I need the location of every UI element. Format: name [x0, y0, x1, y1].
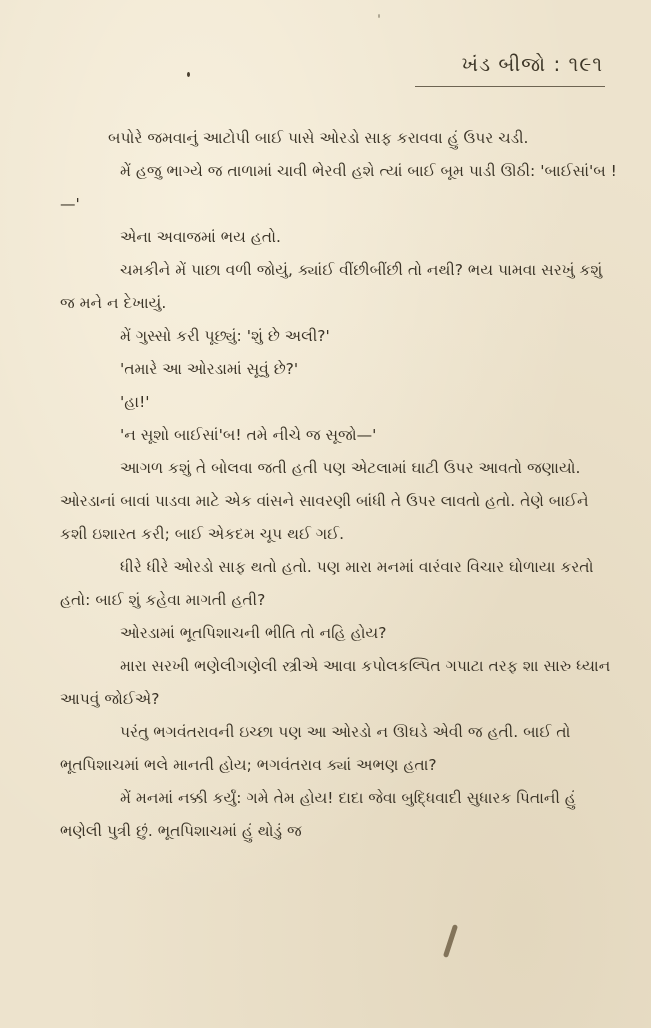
ink-speck — [187, 72, 190, 77]
paragraph: ઓરડામાં ભૂતપિશાચની ભીતિ તો નહિ હોય? — [120, 624, 387, 642]
paragraph: 'ન સૂશો બાઈસાં'બ! તમે નીચે જ સૂજો—' — [120, 426, 377, 444]
paragraph: બપોરે જમવાનું આટોપી બાઈ પાસે ઓરડો સાફ કરાવવા હું ઉપર ચડી. — [108, 129, 529, 147]
paragraph: મેં ગુસ્સો કરી પૂછ્યું: 'શું છે અલી?' — [120, 327, 330, 345]
paragraph: એના અવાજમાં ભય હતો. — [120, 228, 281, 246]
paragraph: 'હા!' — [120, 393, 150, 411]
paragraph: ચમકીને મેં પાછા વળી જોયું, ક્યાંઈ વીંછીબીંછી તો નથી? ભય પામવા સરખું કશું જ મને ન દેખાયું. — [60, 261, 603, 312]
paragraph: ધીરે ધીરે ઓરડો સાફ થતો હતો. પણ મારા મનમાં વારંવાર વિચાર ઘોળાયા કરતો હતો: બાઈ શું કહેવા માગતી હતી? — [60, 558, 594, 609]
paragraph: મારા સરખી ભણેલીગણેલી સ્ત્રીએ આવા કપોલકલ્પિત ગપાટા તરફ શા સારુ ધ્યાન આપવું જોઈએ? — [60, 657, 611, 708]
paragraph: મેં મનમાં નક્કી કર્યું: ગમે તેમ હોય! દાદા જેવા બુદ્ધિવાદી સુધારક પિતાની હું ભણેલી પુત્રી છું. ભૂતપિશાચમાં હું થોડું જ — [60, 789, 576, 840]
paragraph: મેં હજુ ભાગ્યે જ તાળામાં ચાવી ભેરવી હશે ત્યાં બાઈ બૂમ પાડી ઊઠી: 'બાઈસાં'બ !—' — [60, 162, 617, 213]
paragraph: પરંતુ ભગવંતરાવની ઇચ્છા પણ આ ઓરડો ન ઊઘડે એવી જ હતી. બાઈ તો ભૂતપિશાચમાં ભલે માનતી હોય; ભગવંતરાવ ક્યાં અભણ હતા? — [60, 723, 571, 774]
ink-mark — [443, 924, 458, 958]
running-header: ખંડ બીજો : ૧૯૧ — [461, 52, 603, 76]
ink-speck — [378, 14, 380, 18]
paragraph: 'તમારે આ ઓરડામાં સૂવું છે?' — [120, 360, 299, 378]
body-text — [60, 122, 620, 848]
paragraph: આગળ કશું તે બોલવા જતી હતી પણ એટલામાં ઘાટી ઉપર આવતો જણાયો. ઓરડાનાં બાવાં પાડવા માટે એક વાંસને સાવરણી બાંધી તે ઉપર લાવતો હતો. તેણે બાઈને કશી ઇશારત કરી; બાઈ એકદમ ચૂપ થઈ ગઈ. — [60, 459, 589, 543]
header-underline — [415, 86, 605, 87]
